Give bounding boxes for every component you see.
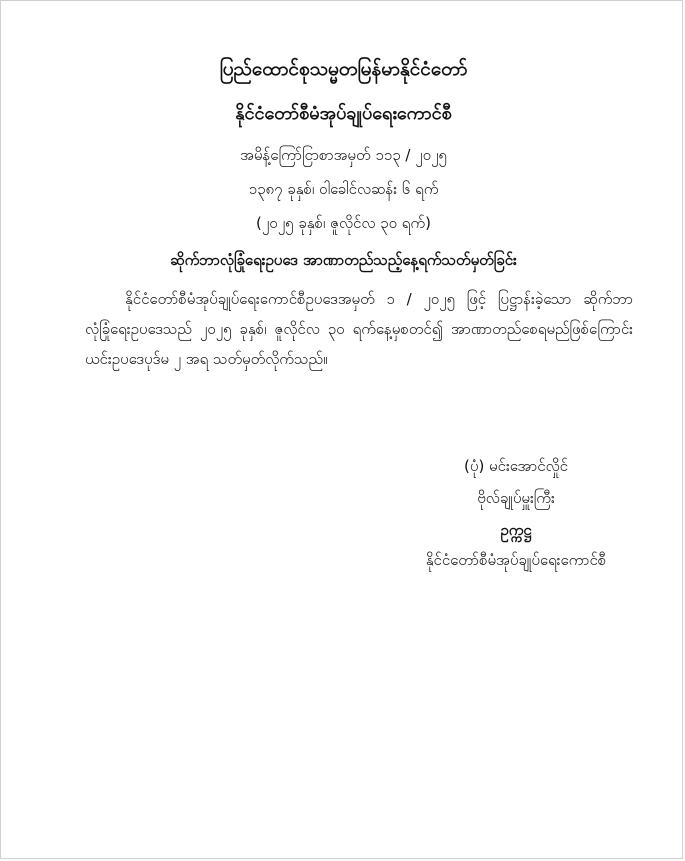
signatory-rank: ဗိုလ်ချုပ်မှူးကြီး	[477, 489, 555, 507]
date-gregorian: (၂၀၂၅ ခုနှစ်၊ ဇူလိုင်လ ၃၀ ရက်)	[256, 214, 431, 232]
document-subject: ဆိုက်ဘာလုံခြုံရေးဥပဒေ အာဏာတည်သည့်နေ့ရက်သတ်မှတ်ခြင်း	[170, 251, 517, 269]
council-name: နိုင်ငံတော်စီမံအုပ်ချုပ်ရေးကောင်စီ	[235, 103, 452, 124]
signatory-role: ဥက္ကဋ္ဌ	[500, 521, 532, 539]
signatory-name: (ပုံ) မင်းအောင်လှိုင်	[464, 457, 568, 475]
body-paragraph: နိုင်ငံတော်စီမံအုပ်ချုပ်ရေးကောင်စီဥပဒေအမှတ် ၁ / ၂၀၂၅ ဖြင့် ပြဋ္ဌာန်းခဲ့သော ဆိုက်ဘာလုံခြုံရေးဥပဒေသည် ၂၀၂၅ ခုနှစ်၊ ဇူလိုင်လ ၃၀ ရက်နေ့မှစတင်၍ အာဏာတည်စေရမည်ဖြစ်ကြောင်း ယင်းဥပဒေပုဒ်မ ၂ အရ သတ်မှတ်လိုက်သည်။	[85, 290, 633, 368]
document-title: ပြည်ထောင်စုသမ္မတမြန်မာနိုင်ငံတော်	[219, 58, 468, 80]
signatory-organization: နိုင်ငံတော်စီမံအုပ်ချုပ်ရေးကောင်စီ	[425, 551, 607, 569]
notification-number: အမိန့်ကြော်ငြာစာအမှတ် ၁၁၃ / ၂၀၂၅	[240, 146, 447, 164]
date-myanmar-calendar: ၁၃၈၇ ခုနှစ်၊ ဝါခေါင်လဆန်း ၆ ရက်	[248, 180, 439, 198]
